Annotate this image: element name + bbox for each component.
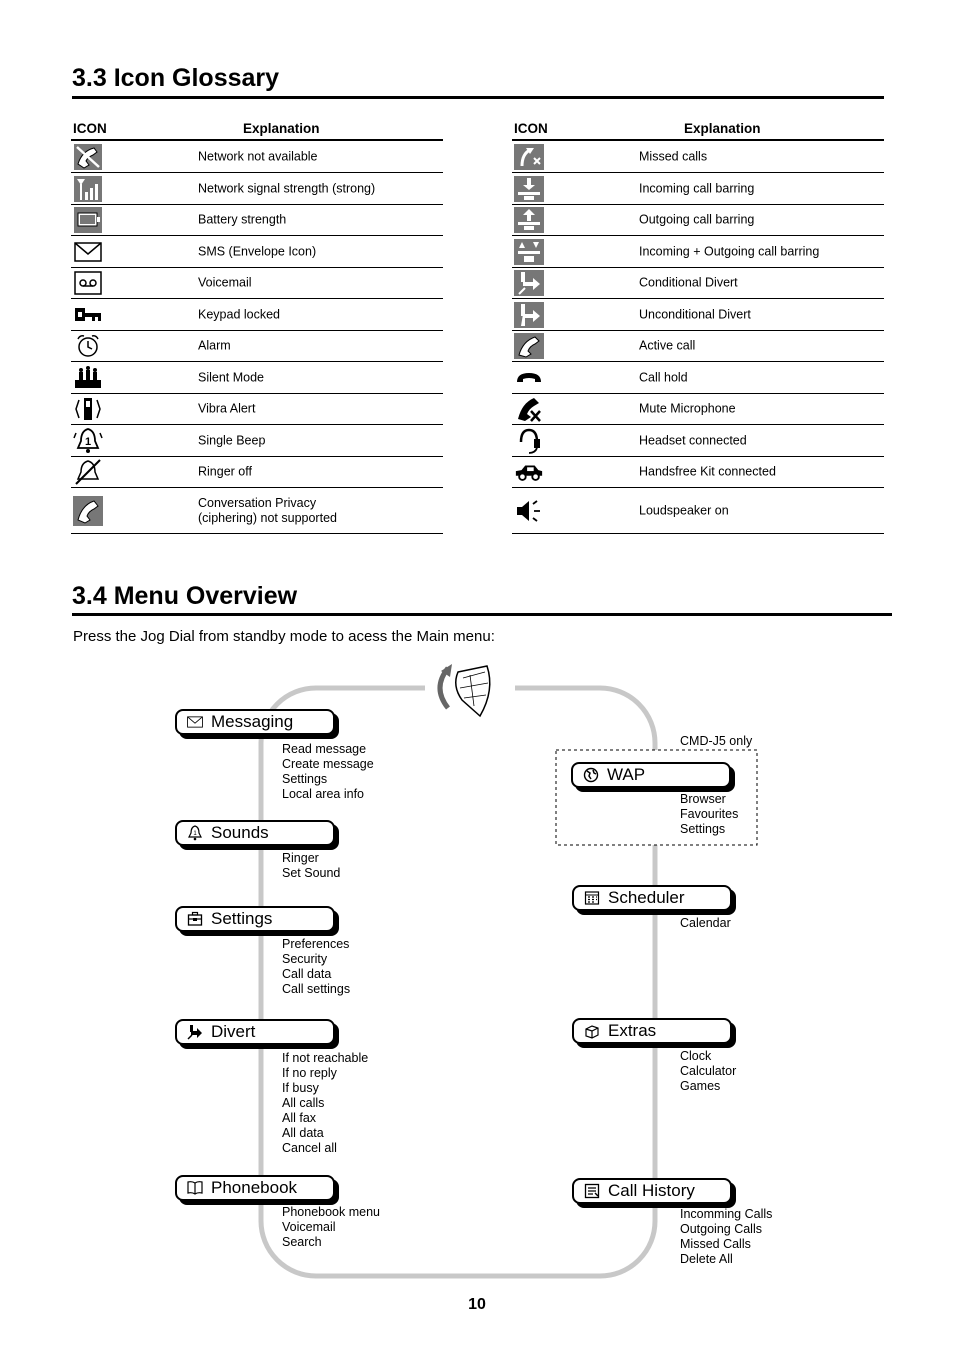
bell-icon — [187, 825, 203, 841]
submenu-item[interactable]: Security — [282, 952, 328, 966]
submenu-item[interactable]: Delete All — [680, 1252, 733, 1266]
menu-wap-submenu — [680, 792, 738, 837]
glossary-explanation: Conditional Divert — [639, 275, 738, 290]
globe-icon — [583, 767, 599, 783]
cube-icon — [584, 1023, 600, 1039]
submenu-item[interactable]: Missed Calls — [680, 1237, 751, 1251]
submenu-item[interactable]: If busy — [282, 1081, 319, 1095]
menu-intro: Press the Jog Dial from standby mode to acess the Main menu: — [73, 628, 495, 645]
submenu-item[interactable]: Favourites — [680, 807, 739, 821]
glossary-explanation: SMS (Envelope Icon) — [198, 244, 317, 258]
book-icon — [187, 1180, 203, 1196]
submenu-item[interactable]: Create message — [282, 757, 374, 771]
menu-label: Settings — [211, 909, 273, 928]
menu-settings-button[interactable] — [175, 906, 335, 932]
glossary-explanation: Silent Mode — [198, 370, 265, 384]
toolbox-icon — [187, 911, 203, 927]
submenu-item[interactable]: Clock — [680, 1049, 712, 1063]
submenu-item[interactable]: Search — [282, 1235, 322, 1249]
submenu-item[interactable]: Call data — [282, 967, 332, 981]
menu-settings-submenu — [282, 937, 350, 997]
calendar-icon — [584, 890, 600, 906]
menu-label: Divert — [211, 1022, 256, 1041]
wap-note: CMD-J5 only — [680, 734, 753, 748]
header-explanation: Explanation — [243, 121, 320, 136]
submenu-item[interactable]: If no reply — [282, 1066, 337, 1080]
submenu-item[interactable]: Browser — [680, 792, 726, 806]
menu-divert-submenu — [282, 1051, 368, 1156]
header-icon: ICON — [514, 121, 548, 136]
glossary-explanation: Ringer off — [198, 464, 252, 479]
submenu-item[interactable]: All calls — [282, 1096, 325, 1110]
menu-scheduler-submenu — [680, 916, 731, 931]
glossary-explanation: Outgoing call barring — [639, 212, 755, 227]
menu-title: 3.4 Menu Overview — [72, 582, 298, 610]
jog-dial-icon — [425, 658, 515, 718]
glossary-explanation: Incoming call barring — [639, 181, 755, 195]
glossary-explanation: Handsfree Kit connected — [639, 464, 776, 479]
menu-label: Extras — [608, 1021, 657, 1040]
list-icon — [584, 1183, 600, 1199]
glossary-title: 3.3 Icon Glossary — [72, 64, 280, 92]
glossary-explanation: Voicemail — [198, 275, 252, 290]
submenu-item[interactable]: If not reachable — [282, 1051, 369, 1065]
svg-text:1: 1 — [84, 435, 92, 448]
submenu-item[interactable]: Local area info — [282, 787, 365, 801]
menu-scheduler-button[interactable] — [572, 885, 732, 911]
menu-label: Messaging — [211, 712, 294, 731]
glossary-explanation: Missed calls — [639, 149, 708, 163]
submenu-item[interactable]: Calculator — [680, 1064, 737, 1078]
divert-icon — [187, 1024, 203, 1040]
menu-wap-button[interactable] — [571, 762, 731, 788]
page-number: 10 — [468, 1296, 486, 1313]
menu-extras-submenu — [680, 1049, 736, 1094]
menu-messaging-submenu — [282, 742, 374, 802]
menu-extras-button[interactable] — [572, 1018, 732, 1044]
glossary-explanation: Unconditional Divert — [639, 307, 751, 321]
submenu-item[interactable]: Ringer — [282, 851, 319, 865]
glossary-explanation: Headset connected — [639, 433, 747, 447]
menu-label: Call History — [608, 1181, 695, 1200]
submenu-item[interactable]: Phonebook menu — [282, 1205, 380, 1219]
menu-label: Sounds — [211, 823, 269, 842]
menu-phonebook-button[interactable] — [175, 1175, 335, 1201]
glossary-explanation: Battery strength — [198, 212, 287, 227]
submenu-item[interactable]: Outgoing Calls — [680, 1222, 762, 1236]
glossary-explanation: Network not available — [198, 149, 318, 163]
submenu-item[interactable]: Call settings — [282, 982, 351, 996]
header-explanation: Explanation — [684, 121, 761, 136]
glossary-explanation: Mute Microphone — [639, 401, 736, 416]
glossary-explanation: Vibra Alert — [198, 401, 256, 416]
menu-callhistory-submenu — [680, 1207, 772, 1267]
menu-phonebook-submenu — [282, 1205, 380, 1250]
submenu-item[interactable]: Cancel all — [282, 1141, 337, 1155]
submenu-item[interactable]: Calendar — [680, 916, 731, 930]
menu-label: Scheduler — [608, 888, 685, 907]
glossary-explanation: Single Beep — [198, 433, 266, 447]
menu-sounds-submenu — [282, 851, 340, 881]
glossary-explanation: Incoming + Outgoing call barring — [639, 244, 820, 258]
menu-label: WAP — [607, 765, 646, 784]
menu-divert-button[interactable] — [175, 1019, 335, 1045]
submenu-item[interactable]: All data — [282, 1126, 324, 1140]
header-icon: ICON — [73, 121, 107, 136]
glossary-explanation: Conversation Privacy (ciphering) not supported — [198, 495, 337, 525]
menu-callhistory-button[interactable] — [572, 1178, 732, 1204]
menu-label: Phonebook — [211, 1178, 298, 1197]
menu-messaging-button[interactable] — [175, 709, 335, 735]
glossary-explanation: Alarm — [198, 338, 231, 353]
envelope-icon — [187, 714, 203, 730]
svg-text:1: 1 — [193, 831, 197, 837]
submenu-item[interactable]: All fax — [282, 1111, 317, 1125]
submenu-item[interactable]: Read message — [282, 742, 367, 756]
glossary-explanation: Keypad locked — [198, 307, 281, 321]
submenu-item[interactable]: Settings — [282, 772, 328, 786]
submenu-item[interactable]: Settings — [680, 822, 726, 836]
glossary-explanation: Call hold — [639, 370, 688, 384]
submenu-item[interactable]: Games — [680, 1079, 721, 1093]
glossary-explanation: Network signal strength (strong) — [198, 181, 376, 195]
submenu-item[interactable]: Voicemail — [282, 1220, 336, 1234]
glossary-explanation: Active call — [639, 338, 696, 353]
menu-sounds-button[interactable] — [175, 820, 335, 846]
submenu-item[interactable]: Incomming Calls — [680, 1207, 773, 1221]
submenu-item[interactable]: Set Sound — [282, 866, 341, 880]
submenu-item[interactable]: Preferences — [282, 937, 350, 951]
glossary-explanation: Loudspeaker on — [639, 503, 729, 517]
